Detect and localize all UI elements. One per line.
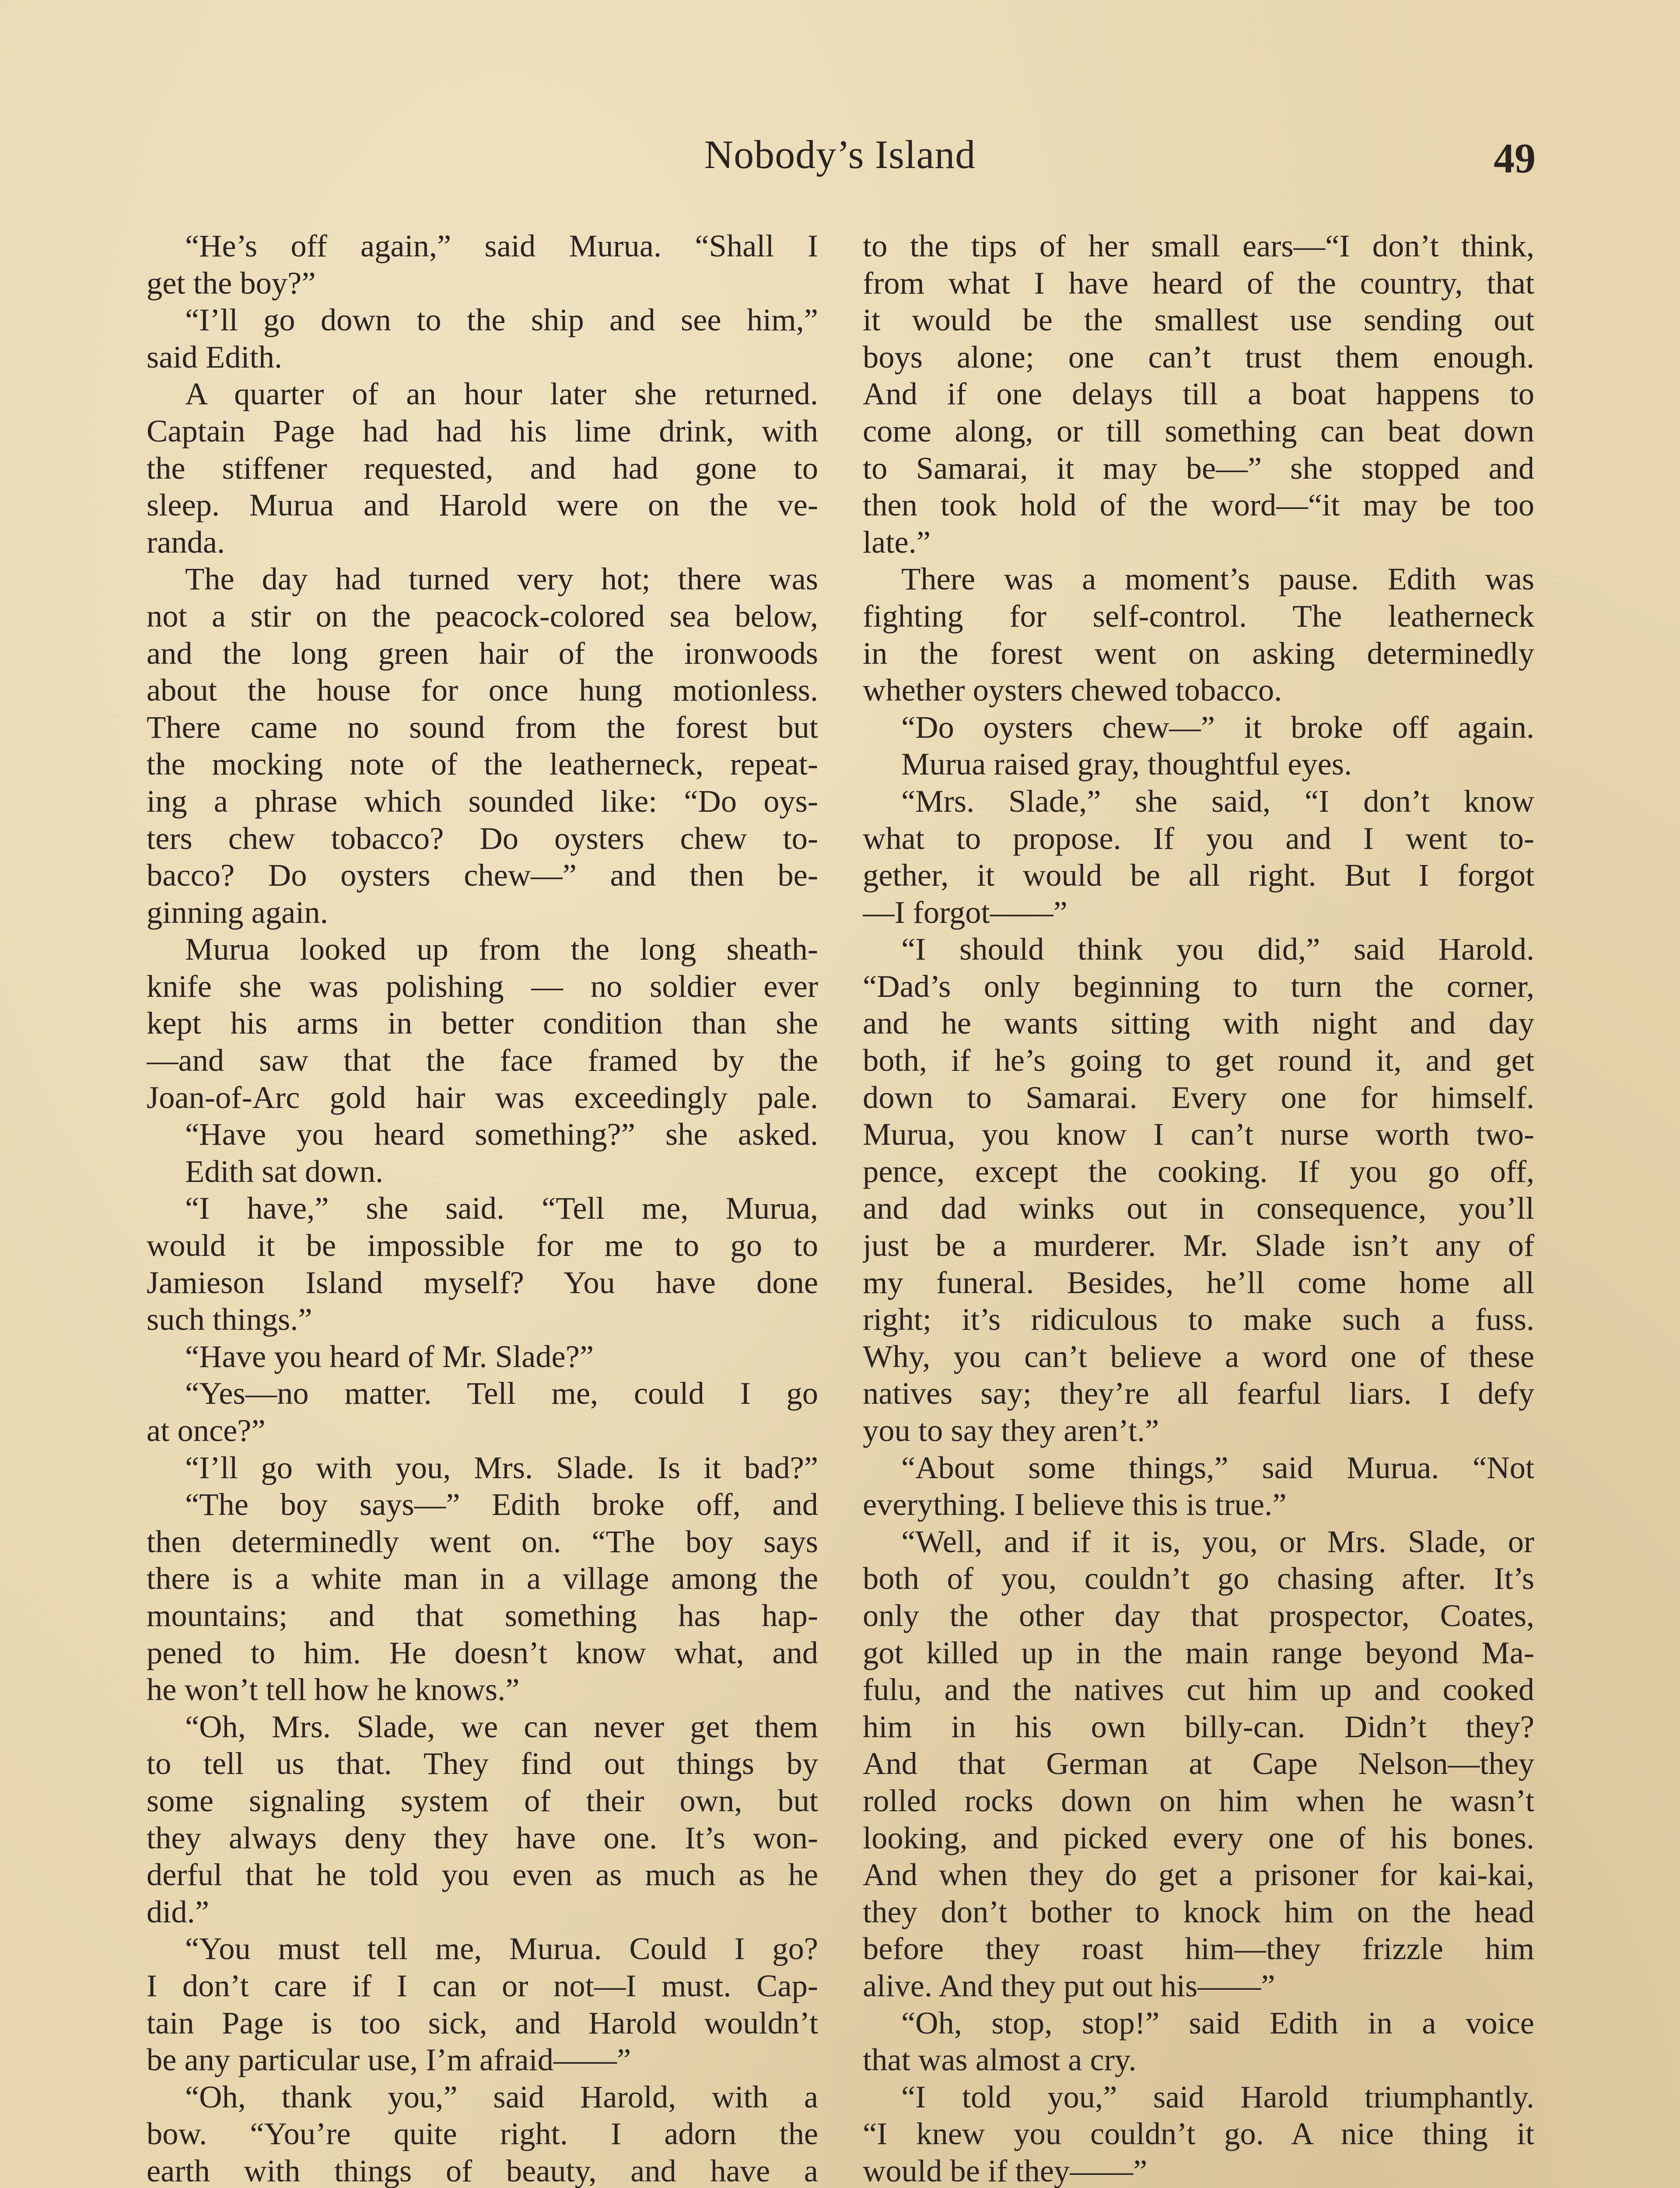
text-line: both, if he’s going to get round it, and get [863,1042,1534,1078]
text-line: whether oysters chewed tobacco. [863,672,1282,708]
text-line: down to Samarai. Every one for himself. [863,1079,1534,1115]
text-line: “Oh, Mrs. Slade, we can never get them [185,1708,818,1744]
text-line: at once?” [147,1413,266,1448]
text-line: ing a phrase which sounded like: “Do oys- [147,783,818,819]
text-line: derful that he told you even as much as he [147,1857,818,1893]
text-line: and he wants sitting with night and day [863,1005,1534,1041]
text-line: only the other day that prospector, Coates, [863,1597,1534,1633]
text-line: pened to him. He doesn’t know what, and [147,1634,818,1670]
text-line: Murua raised gray, thoughtful eyes. [901,746,1352,782]
page-header [0,131,1680,188]
text-line: then took hold of the word—“it may be too [863,487,1534,523]
text-line: it would be the smallest use sending out [863,302,1534,338]
text-line: bacco? Do oysters chew—” and then be- [147,857,818,893]
text-line: then determinedly went on. “The boy says [147,1523,818,1559]
text-line: There was a moment’s pause. Edith was [901,561,1534,597]
text-line: fulu, and the natives cut him up and cooked [863,1672,1534,1708]
text-line: There came no sound from the forest but [147,709,818,745]
text-line: you to say they aren’t.” [863,1413,1159,1448]
text-line: “Do oysters chew—” it broke off again. [901,709,1534,745]
text-line: knife she was polishing — no soldier ever [147,968,818,1004]
text-line: And when they do get a prisoner for kai-kai, [863,1857,1534,1893]
text-line: Murua, you know I can’t nurse worth two- [863,1116,1534,1152]
text-line: kept his arms in better condition than she [147,1005,818,1041]
text-line: such things.” [147,1301,312,1337]
text-line: “Oh, thank you,” said Harold, with a [185,2079,818,2114]
text-line: “Have you heard of Mr. Slade?” [185,1338,594,1374]
text-line: he won’t tell how he knows.” [147,1672,520,1708]
text-line: both of you, couldn’t go chasing after. It’s [863,1560,1534,1596]
text-line: tain Page is too sick, and Harold wouldn’t [147,2005,818,2041]
text-line: Jamieson Island myself? You have done [147,1264,818,1300]
text-line: my funeral. Besides, he’ll come home all [863,1264,1534,1300]
text-line: late.” [863,524,931,560]
text-line: about the house for once hung motionless. [147,672,818,708]
text-line: from what I have heard of the country, that [863,265,1534,301]
text-line: there is a white man in a village among the [147,1560,818,1596]
text-line: to Samarai, it may be—” she stopped and [863,450,1534,486]
text-line: ginning again. [147,894,328,930]
text-line: come along, or till something can beat down [863,413,1534,449]
text-line: “I have,” she said. “Tell me, Murua, [185,1190,818,1226]
text-line: —I forgot——” [863,894,1068,930]
text-line: pence, except the cooking. If you go off, [863,1153,1534,1189]
text-line: to tell us that. They find out things by [147,1746,818,1781]
text-line: ters chew tobacco? Do oysters chew to- [147,820,818,856]
text-line: The day had turned very hot; there was [185,561,818,597]
text-line: the stiffener requested, and had gone to [147,450,818,486]
text-line: “About some things,” said Murua. “Not [901,1449,1534,1485]
text-line: they don’t bother to knock him on the head [863,1893,1534,1929]
text-line: “You must tell me, Murua. Could I go? [185,1931,818,1967]
text-line: that was almost a cry. [863,2042,1137,2078]
text-line: bow. “You’re quite right. I adorn the [147,2116,818,2152]
text-line: right; it’s ridiculous to make such a fuss. [863,1301,1534,1337]
text-line: got killed up in the main range beyond Ma- [863,1634,1534,1670]
text-line: earth with things of beauty, and have a [147,2153,818,2188]
text-line: to the tips of her small ears—“I don’t think, [863,228,1534,263]
text-line: before they roast him—they frizzle him [863,1931,1534,1967]
left-text-column [147,228,818,2188]
text-line: —and saw that the face framed by the [147,1042,818,1078]
text-line: Why, you can’t believe a word one of these [863,1338,1534,1374]
text-line: and the long green hair of the ironwoods [147,635,818,671]
text-line: Joan-of-Arc gold hair was exceedingly pale. [147,1079,818,1115]
text-line: Edith sat down. [185,1153,384,1189]
text-line: randa. [147,524,225,560]
text-line: looking, and picked every one of his bones. [863,1820,1534,1855]
text-line: Murua looked up from the long sheath- [185,931,818,967]
text-line: A quarter of an hour later she returned. [185,376,818,412]
page-number: 49 [1494,135,1536,182]
text-line: some signaling system of their own, but [147,1782,818,1818]
text-line: I don’t care if I can or not—I must. Cap- [147,1967,818,2003]
text-line: gether, it would be all right. But I forgot [863,857,1534,893]
text-line: get the boy?” [147,265,316,301]
text-line: not a stir on the peacock-colored sea below, [147,598,818,634]
text-line: would it be impossible for me to go to [147,1227,818,1263]
text-line: alive. And they put out his——” [863,1967,1275,2003]
text-line: the mocking note of the leatherneck, repeat- [147,746,818,782]
text-line: And that German at Cape Nelson—they [863,1746,1534,1781]
text-line: “I told you,” said Harold triumphantly. [901,2079,1534,2114]
text-line: “Oh, stop, stop!” said Edith in a voice [901,2005,1534,2041]
text-line: “The boy says—” Edith broke off, and [185,1487,818,1522]
text-line: Captain Page had had his lime drink, with [147,413,818,449]
text-line: “I’ll go with you, Mrs. Slade. Is it bad?” [185,1449,818,1485]
text-line: “Yes—no matter. Tell me, could I go [185,1375,818,1411]
text-line: did.” [147,1893,209,1929]
text-line: rolled rocks down on him when he wasn’t [863,1782,1534,1818]
text-line: “He’s off again,” said Murua. “Shall I [185,228,818,263]
text-line: everything. I believe this is true.” [863,1487,1287,1522]
text-line: said Edith. [147,339,283,375]
text-line: what to propose. If you and I went to- [863,820,1534,856]
text-line: “Mrs. Slade,” she said, “I don’t know [901,783,1534,819]
text-line: “I’ll go down to the ship and see him,” [185,302,818,338]
text-line: sleep. Murua and Harold were on the ve- [147,487,818,523]
text-line: “I knew you couldn’t go. A nice thing it [863,2116,1534,2152]
text-line: just be a murderer. Mr. Slade isn’t any of [863,1227,1534,1263]
text-line: And if one delays till a boat happens to [863,376,1534,412]
text-line: they always deny they have one. It’s won- [147,1820,818,1855]
text-line: fighting for self-control. The leatherneck [863,598,1534,634]
text-line: “Dad’s only beginning to turn the corner, [863,968,1534,1004]
text-line: boys alone; one can’t trust them enough. [863,339,1534,375]
text-line: “I should think you did,” said Harold. [901,931,1534,967]
text-line: in the forest went on asking determinedly [863,635,1534,671]
text-line: him in his own billy-can. Didn’t they? [863,1708,1534,1744]
running-title: Nobody’s Island [704,132,976,177]
text-line: would be if they——” [863,2153,1148,2188]
text-line: and dad winks out in consequence, you’ll [863,1190,1534,1226]
text-line: “Have you heard something?” she asked. [185,1116,818,1152]
text-line: natives say; they’re all fearful liars. I defy [863,1375,1534,1411]
text-line: be any particular use, I’m afraid——” [147,2042,631,2078]
right-text-column [863,228,1534,2188]
text-line: “Well, and if it is, you, or Mrs. Slade, or [901,1523,1534,1559]
text-line: mountains; and that something has hap- [147,1597,818,1633]
